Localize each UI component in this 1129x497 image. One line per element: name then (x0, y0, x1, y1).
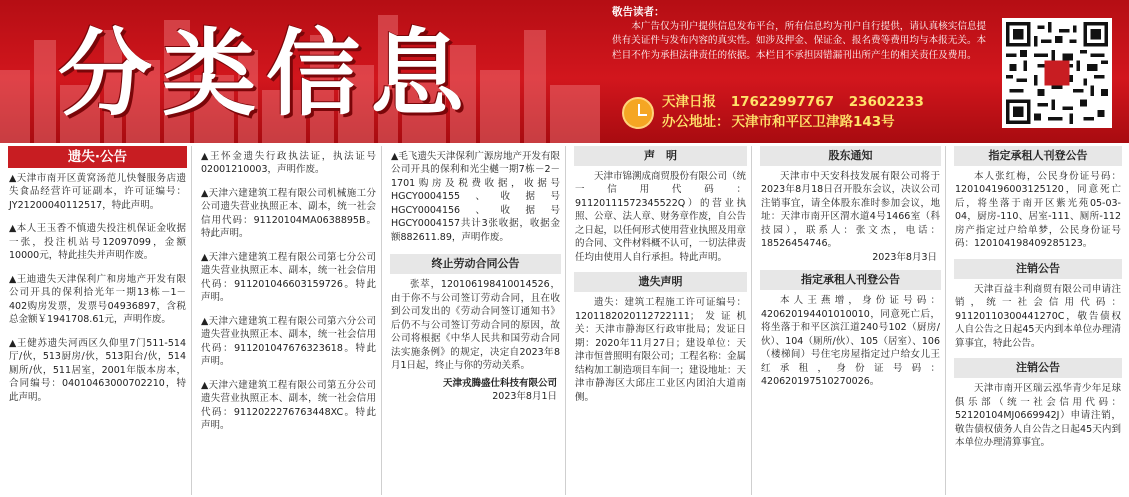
list-item: ▲天津六建建筑工程有限公司机械施工分公司遗失营业执照正本、副本，统一社会信用代码：91120104MA0638895B。特此声明。 (201, 187, 376, 240)
column-statements (570, 146, 752, 495)
list-item: ▲王健苏遗失河西区久仰里7门511-514厅/伙，513厨房/伙，513阳台/伙，514厕所/伙，511居室，2001年版本房本，合同编号：0401046300070221​0，特此声明。 (9, 337, 186, 403)
phone-number-2: 23602233 (848, 94, 924, 110)
column-shareholder (756, 146, 946, 495)
reader-notice (612, 5, 992, 141)
list-item: ▲天津六建建筑工程有限公司第五分公司遗失营业执照正本、副本，统一社会信用代码：911202227676344​8XC。特此声明。 (201, 379, 376, 432)
banner (0, 0, 1129, 143)
notice-body: 天津市南开区瑞云泓华青少年足球俱乐部（统一社会信用代码：52120104MJ0669942J）申请注销，敬告债权债务人自公告之日起45天内到本单位办理清算事宜。 (955, 383, 1121, 449)
section-header: 指定承租人刊登公告 (954, 146, 1122, 166)
section-header: 注销公告 (954, 259, 1122, 279)
address-label: 办公地址： (662, 113, 730, 130)
section-header: 终止劳动合同公告 (390, 254, 561, 274)
column-lost-notices (4, 146, 192, 495)
column-license-notices (196, 146, 382, 495)
phone-label: 天津日报 (662, 94, 716, 110)
banner-title: 分类信息 (58, 20, 475, 129)
notice-body: 本人王燕增，身份证号码：420620194401010010，同意死亡后，将坐落于和平区滨江道240号102（厨房/伙）、104（厕所/伙）、105（居室）、106（楼梯间）号住宅房屋指定过户给女儿王红承租，身份证号码：420620197510270026。 (761, 295, 940, 388)
contact-info (622, 93, 934, 132)
column-cancellations (950, 146, 1126, 495)
phone-number-1: 17622997767 (730, 94, 835, 110)
notice-date: 2023年8月3日 (872, 251, 937, 263)
notice-text: 本广告仅为刊户提供信息发布平台，所有信息均为刊户自行提供，请认真核实信息提供有关证件与发布内容的真实性。如涉及押金、保证金、报名费等费用均与本报无关。本栏目不作为承担法律责任的依据。本栏目不承担因错漏刊出所产生的相关责任及费用。 (612, 20, 987, 61)
section-header: 注销公告 (954, 358, 1122, 378)
list-item: ▲毛飞遗失天津保利广源房地产开发有限公司开具的保利和光尘樾一期7栋－2－1701购房及税费收据，收据号HGCY0004155、收据号HGCY0004156、收据号HGCY0004157共计3张收据，收据金额882611.89，声明作废。 (391, 151, 560, 243)
notice-body: 天津市中天安科技发展有限公司将于2023年8月18日召开股东会议，决议公司注销事宜，请全体股东准时参加会议，地址：天津市南开区渭水道4号1466室（科技园），联系人：张文杰，电话：18526454746。 (761, 171, 940, 250)
notice-date: 2023年8月1日 (492, 391, 557, 403)
section-header: 声 明 (574, 146, 747, 166)
notice-heading: 敬告读者： (612, 6, 665, 18)
notice-body: 张萃，120106198410014526，由于你不与公司签订劳动合同，且在收到公司发出的《劳动合同签订通知书》后仍不与公司签订劳动合同的原因，故公司将根据《中华人民共和国劳动合同法实施条例》的规定，决定自2023年8月1日起，终止与你的劳动关系。 (391, 279, 560, 372)
list-item: ▲王怀金遗失行政执法证，执法证号02001210003，声明作废。 (201, 151, 376, 176)
notice-body: 天津百益丰利商贸有限公司申请注销，统一社会信用代码：91120110300441270C，敬告债权人自公告之日起45天内到本单位办理清算事宜，特此公告。 (955, 283, 1121, 349)
list-item: ▲天津市南开区黄窝汤范儿快餐服务店遗失食品经营许可证副本，许可证编号：JY21200040112517，特此声明。 (9, 173, 186, 211)
address-text: 天津市和平区卫津路143号 (731, 113, 895, 130)
section-header: 遗失声明 (574, 272, 747, 292)
notice-body: 遗失：建筑工程施工许可证编号：120118202011272211​1；发证机关：天津市静海区行政审批局；发证日期：2020年11月27日；建设单位：天津市恒普照明有限公司；工程名称：金属结构加工制造项目车间一；建设地址：天津市静海区大邱庄工业区内团泊大道南侧。 (575, 297, 747, 403)
notice-body: 天津市锦溯成商贸股份有限公司（统一信用代码：91120111572345522Q）的营业执照、公章、法人章、财务章作废，自公告之日起，以任何形式使用营业执照及用章的合同、文件材料概不认可，一切法律责任均由使用人自行承担。特此声明。 (575, 171, 747, 263)
list-item: ▲天津六建建筑工程有限公司第七分公司遗失营业执照正本、副本，统一社会信用代码：91120104660315972​6。特此声明。 (201, 251, 376, 304)
list-item: ▲本人王玉香不慎遗失投注机保证金收据一张，投注机站号12097099，金额10000元，特此挂失并声明作废。 (9, 223, 186, 262)
qr-code-icon (1002, 18, 1112, 128)
list-item: ▲王迪遗失天津保利广和房地产开发有限公司开具的保利拾光年一期13栋－1－402购房发票，发票号04936897，含税总金额￥1941708.61元，声明作废。 (9, 273, 186, 326)
section-header: 股东通知 (760, 146, 941, 166)
clock-icon (622, 97, 654, 129)
section-header: 指定承租人刊登公告 (760, 270, 941, 290)
section-header: 遗失·公告 (8, 146, 187, 168)
column-contract-notice (386, 146, 566, 495)
notice-body: 本人张红梅，公民身份证号码：120104196003125120，同意死亡后，将坐落于南开区紫光苑05-03-04，厨房-110、居室-111、厕所-112房产指定过户给单梦，公民身份证号码：120104198409285123。 (955, 171, 1121, 250)
classified-grid (0, 146, 1129, 497)
signature: 天津戎腾盛仕科技有限公司 (442, 377, 557, 389)
list-item: ▲天津六建建筑工程有限公司第六分公司遗失营业执照正本、副本，统一社会信用代码：9112010476763236​18。特此声明。 (201, 315, 376, 368)
